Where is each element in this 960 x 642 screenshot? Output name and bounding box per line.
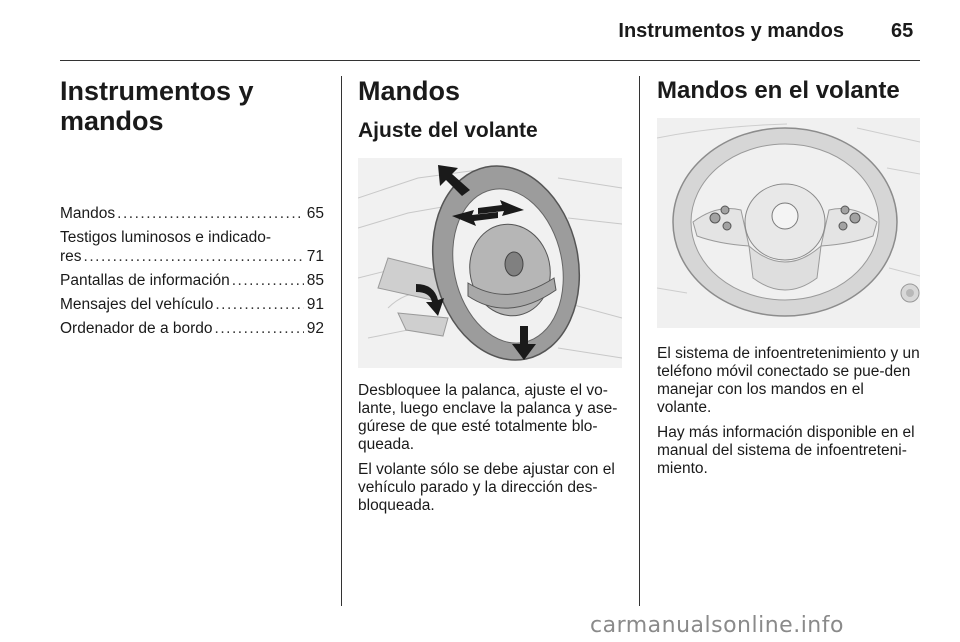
column-ajuste bbox=[358, 76, 622, 522]
toc-label: Mandos bbox=[60, 205, 116, 222]
toc-leader bbox=[215, 319, 304, 338]
toc-label: Pantallas de información bbox=[60, 272, 230, 289]
toc-page: 92 bbox=[306, 320, 324, 337]
steering-wheel-adjustment-illustration bbox=[358, 158, 622, 368]
watermark: carmanualsonline.info bbox=[590, 613, 844, 638]
toc-page: 85 bbox=[306, 272, 324, 289]
toc-leader bbox=[232, 271, 304, 290]
subsection-heading: Ajuste del volante bbox=[358, 119, 538, 142]
paragraph-note: El volante sólo se debe ajustar con el vehículo parado y la dirección des-bloqueada. bbox=[358, 461, 615, 514]
paragraph-more-info: Hay más información disponible en el manual del sistema de infoentreteni-miento. bbox=[657, 424, 915, 477]
toc-page: 91 bbox=[306, 296, 324, 313]
paragraph-instructions: Desbloquee la palanca, ajuste el vo-lante, luego enclave la palanca y ase-gúrese de que esté totalmente blo-queada. bbox=[358, 382, 618, 453]
page-number: 65 bbox=[891, 20, 914, 42]
toc-item-pantallas[interactable] bbox=[60, 271, 324, 290]
toc-leader bbox=[215, 295, 303, 314]
column-mandos-volante bbox=[657, 76, 920, 485]
toc-page: 71 bbox=[306, 248, 324, 265]
toc-leader bbox=[84, 247, 304, 266]
toc-item-ordenador[interactable] bbox=[60, 319, 324, 338]
section-heading: Mandos en el volante bbox=[657, 77, 900, 104]
toc-label-line1: Testigos luminosos e indicado- bbox=[60, 229, 272, 246]
toc-leader bbox=[117, 204, 304, 223]
chapter-heading: Instrumentos y mandos bbox=[60, 76, 254, 136]
toc-item-mandos[interactable] bbox=[60, 204, 324, 223]
paragraph-controls: El sistema de infoentretenimiento y un teléfono móvil conectado se pue-den manejar con los mandos en el volante. bbox=[657, 345, 920, 416]
column-toc bbox=[60, 76, 324, 343]
column-divider-2 bbox=[639, 76, 640, 606]
section-heading: Mandos bbox=[358, 76, 461, 106]
toc-item-testigos-line2 bbox=[60, 247, 324, 266]
toc-label-line2: res bbox=[60, 248, 82, 265]
toc-page: 65 bbox=[306, 205, 324, 222]
steering-wheel-controls-illustration bbox=[657, 118, 920, 328]
toc-item-testigos[interactable] bbox=[60, 228, 324, 266]
header-title: Instrumentos y mandos bbox=[618, 20, 844, 42]
column-divider-1 bbox=[341, 76, 342, 606]
toc-label: Ordenador de a bordo bbox=[60, 320, 213, 337]
table-of-contents bbox=[60, 204, 324, 338]
header-rule bbox=[60, 60, 920, 61]
toc-label: Mensajes del vehículo bbox=[60, 296, 214, 313]
toc-item-mensajes[interactable] bbox=[60, 295, 324, 314]
